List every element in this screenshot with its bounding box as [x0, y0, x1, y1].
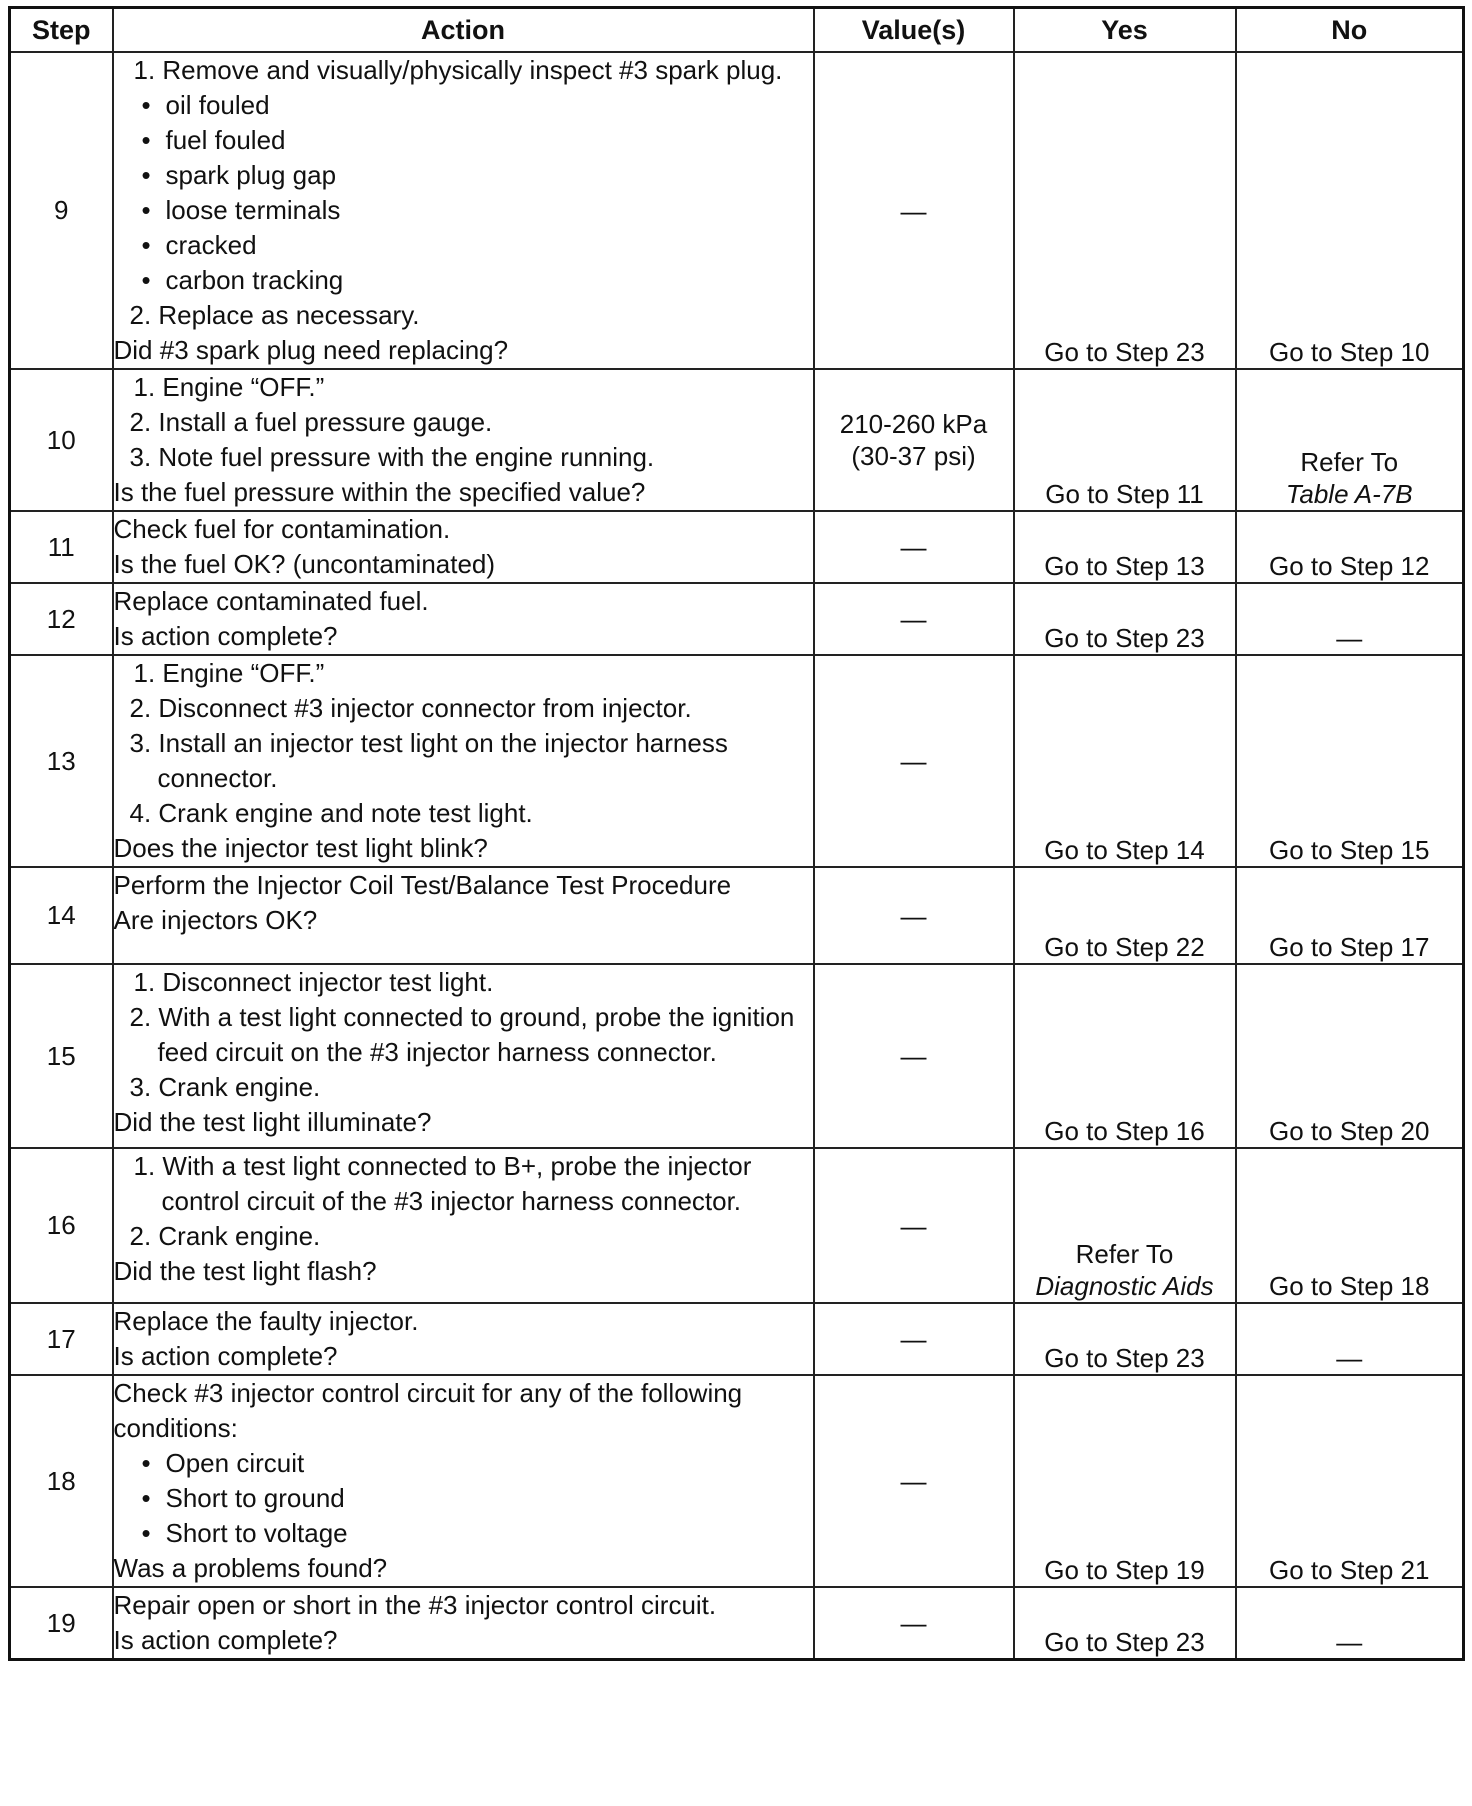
action-text: Replace the faulty injector.: [113, 1306, 419, 1336]
bullet-item: • loose terminals: [114, 193, 813, 228]
action-text: Did the test light illuminate?: [113, 1107, 432, 1137]
bullet-item: • Open circuit: [114, 1446, 813, 1481]
value-cell: [814, 511, 1014, 583]
bullet-item: • cracked: [114, 228, 813, 263]
value-cell-text: —: [900, 1608, 927, 1638]
action-cell: [113, 369, 814, 511]
value-cell-text: —: [900, 1466, 927, 1496]
table-row: [10, 867, 1464, 964]
yes-cell: [1014, 964, 1236, 1148]
step-number: 10: [10, 369, 113, 511]
value-cell: [814, 1148, 1014, 1303]
header-no: No: [1236, 8, 1464, 53]
bullet-item: • oil fouled: [114, 88, 813, 123]
no-cell: [1236, 1303, 1464, 1375]
action-cell: [113, 1148, 814, 1303]
yes-cell-text: Go to Step 11: [1045, 479, 1204, 509]
action-cell: [113, 867, 814, 964]
value-cell-text: —: [900, 604, 927, 634]
yes-cell: [1014, 655, 1236, 867]
value-cell: [814, 1303, 1014, 1375]
yes-cell-text: Go to Step 14: [1044, 835, 1205, 865]
numbered-step: 1. Disconnect injector test light.: [133, 967, 494, 997]
yes-cell: [1014, 511, 1236, 583]
step-number: 19: [10, 1587, 113, 1660]
value-cell-text: 210-260 kPa: [839, 409, 988, 439]
action-text: Perform the Injector Coil Test/Balance Test Procedure: [113, 870, 732, 900]
no-cell-text: Table A-7B: [1285, 479, 1413, 509]
yes-cell-text: Diagnostic Aids: [1035, 1271, 1214, 1301]
value-cell: [814, 369, 1014, 511]
action-cell: [113, 583, 814, 655]
bullet-item: • Short to voltage: [114, 1516, 813, 1551]
action-cell: [113, 1587, 814, 1660]
yes-cell: [1014, 583, 1236, 655]
value-cell: [814, 867, 1014, 964]
table-header: [10, 8, 1464, 53]
step-number: 12: [10, 583, 113, 655]
value-cell: [814, 52, 1014, 369]
no-cell-text: Refer To: [1300, 447, 1399, 477]
yes-cell-text: Refer To: [1075, 1239, 1174, 1269]
no-cell-text: —: [1336, 623, 1363, 653]
no-cell-text: Go to Step 18: [1269, 1271, 1430, 1301]
step-number: 17: [10, 1303, 113, 1375]
numbered-step: 2. Disconnect #3 injector connector from injector.: [129, 693, 692, 723]
action-cell: [113, 1375, 814, 1587]
step-number: 14: [10, 867, 113, 964]
no-cell-text: Go to Step 10: [1269, 337, 1430, 367]
action-text: Was a problems found?: [113, 1553, 388, 1583]
yes-cell: [1014, 1375, 1236, 1587]
yes-cell: [1014, 52, 1236, 369]
value-cell: [814, 964, 1014, 1148]
yes-cell-text: Go to Step 13: [1044, 551, 1205, 581]
table-row: [10, 369, 1464, 511]
table-row: [10, 583, 1464, 655]
action-text: Did the test light flash?: [113, 1256, 377, 1286]
value-cell-text: (30-37 psi): [851, 441, 976, 471]
header-value: Value(s): [814, 8, 1014, 53]
no-cell-text: Go to Step 17: [1269, 932, 1430, 962]
no-cell-text: Go to Step 15: [1269, 835, 1430, 865]
yes-cell-text: Go to Step 16: [1044, 1116, 1205, 1146]
numbered-step: 2. Replace as necessary.: [129, 300, 420, 330]
value-cell: [814, 655, 1014, 867]
action-cell: [113, 655, 814, 867]
table-row: [10, 511, 1464, 583]
no-cell: [1236, 964, 1464, 1148]
value-cell: [814, 583, 1014, 655]
diagnostic-table: [8, 6, 1465, 1661]
value-cell: [814, 1375, 1014, 1587]
header-action: Action: [113, 8, 814, 53]
step-number: 18: [10, 1375, 113, 1587]
header-step: Step: [10, 8, 113, 53]
yes-cell-text: Go to Step 22: [1044, 932, 1205, 962]
action-cell: [113, 964, 814, 1148]
no-cell: [1236, 1375, 1464, 1587]
action-text: Replace contaminated fuel.: [113, 586, 429, 616]
numbered-step: 1. Remove and visually/physically inspect #3 spark plug.: [133, 55, 783, 85]
yes-cell: [1014, 369, 1236, 511]
action-cell: [113, 52, 814, 369]
step-number: 11: [10, 511, 113, 583]
action-text: Repair open or short in the #3 injector control circuit.: [113, 1590, 717, 1620]
table-row: [10, 1587, 1464, 1660]
action-text: Is action complete?: [113, 1341, 338, 1371]
step-number: 9: [10, 52, 113, 369]
action-text: Does the injector test light blink?: [113, 833, 488, 863]
value-cell-text: —: [900, 1210, 927, 1241]
table-row: [10, 964, 1464, 1148]
action-text: Check fuel for contamination.: [113, 514, 451, 544]
value-cell-text: —: [900, 746, 927, 776]
table-row: [10, 52, 1464, 369]
numbered-step: 3. Note fuel pressure with the engine running.: [129, 442, 655, 472]
numbered-step: 3. Install an injector test light on the injector harness connector.: [129, 728, 728, 793]
table-row: [10, 1375, 1464, 1587]
numbered-step: 1. With a test light connected to B+, probe the injector control circuit of the #3 injector harness connector.: [133, 1151, 752, 1216]
no-cell: [1236, 1587, 1464, 1660]
table-body: [10, 52, 1464, 1660]
no-cell: [1236, 369, 1464, 511]
numbered-step: 4. Crank engine and note test light.: [129, 798, 533, 828]
action-text: Is action complete?: [113, 1625, 338, 1655]
bullet-item: • spark plug gap: [114, 158, 813, 193]
action-text: Is the fuel pressure within the specified value?: [113, 477, 646, 507]
no-cell: [1236, 867, 1464, 964]
action-text: Did #3 spark plug need replacing?: [113, 335, 509, 365]
action-text: Is action complete?: [113, 621, 338, 651]
value-cell-text: —: [900, 195, 927, 226]
value-cell-text: —: [900, 1324, 927, 1354]
value-cell: [814, 1587, 1014, 1660]
numbered-step: 2. Install a fuel pressure gauge.: [129, 407, 493, 437]
no-cell: [1236, 511, 1464, 583]
yes-cell-text: Go to Step 23: [1044, 1343, 1205, 1373]
bullet-item: • carbon tracking: [114, 263, 813, 298]
numbered-step: 1. Engine “OFF.”: [133, 372, 325, 402]
numbered-step: 1. Engine “OFF.”: [133, 658, 325, 688]
bullet-item: • Short to ground: [114, 1481, 813, 1516]
no-cell-text: Go to Step 12: [1269, 551, 1430, 581]
no-cell-text: —: [1336, 1343, 1363, 1373]
bullet-item: • fuel fouled: [114, 123, 813, 158]
yes-cell-text: Go to Step 23: [1044, 1627, 1205, 1657]
no-cell: [1236, 583, 1464, 655]
no-cell: [1236, 655, 1464, 867]
numbered-step: 3. Crank engine.: [129, 1072, 321, 1102]
step-number: 13: [10, 655, 113, 867]
header-row: [10, 8, 1464, 53]
yes-cell: [1014, 867, 1236, 964]
action-cell: [113, 1303, 814, 1375]
table-row: [10, 655, 1464, 867]
action-text: Check #3 injector control circuit for any of the following conditions:: [113, 1378, 743, 1443]
header-yes: Yes: [1014, 8, 1236, 53]
yes-cell: [1014, 1587, 1236, 1660]
no-cell-text: Go to Step 20: [1269, 1116, 1430, 1146]
yes-cell-text: Go to Step 19: [1044, 1555, 1205, 1585]
yes-cell-text: Go to Step 23: [1044, 623, 1205, 653]
yes-cell-text: Go to Step 23: [1044, 337, 1205, 367]
step-number: 15: [10, 964, 113, 1148]
value-cell-text: —: [900, 532, 927, 562]
yes-cell: [1014, 1148, 1236, 1303]
no-cell-text: Go to Step 21: [1269, 1555, 1430, 1585]
numbered-step: 2. With a test light connected to ground, probe the ignition feed circuit on the #3 injector harness connector.: [129, 1002, 795, 1067]
value-cell-text: —: [900, 1041, 927, 1071]
no-cell: [1236, 1148, 1464, 1303]
no-cell: [1236, 52, 1464, 369]
action-text: Is the fuel OK? (uncontaminated): [113, 549, 496, 579]
step-number: 16: [10, 1148, 113, 1303]
numbered-step: 2. Crank engine.: [129, 1221, 321, 1251]
value-cell-text: —: [900, 900, 927, 931]
yes-cell: [1014, 1303, 1236, 1375]
action-cell: [113, 511, 814, 583]
action-text: Are injectors OK?: [113, 905, 318, 935]
table-row: [10, 1148, 1464, 1303]
table-row: [10, 1303, 1464, 1375]
no-cell-text: —: [1336, 1627, 1363, 1657]
